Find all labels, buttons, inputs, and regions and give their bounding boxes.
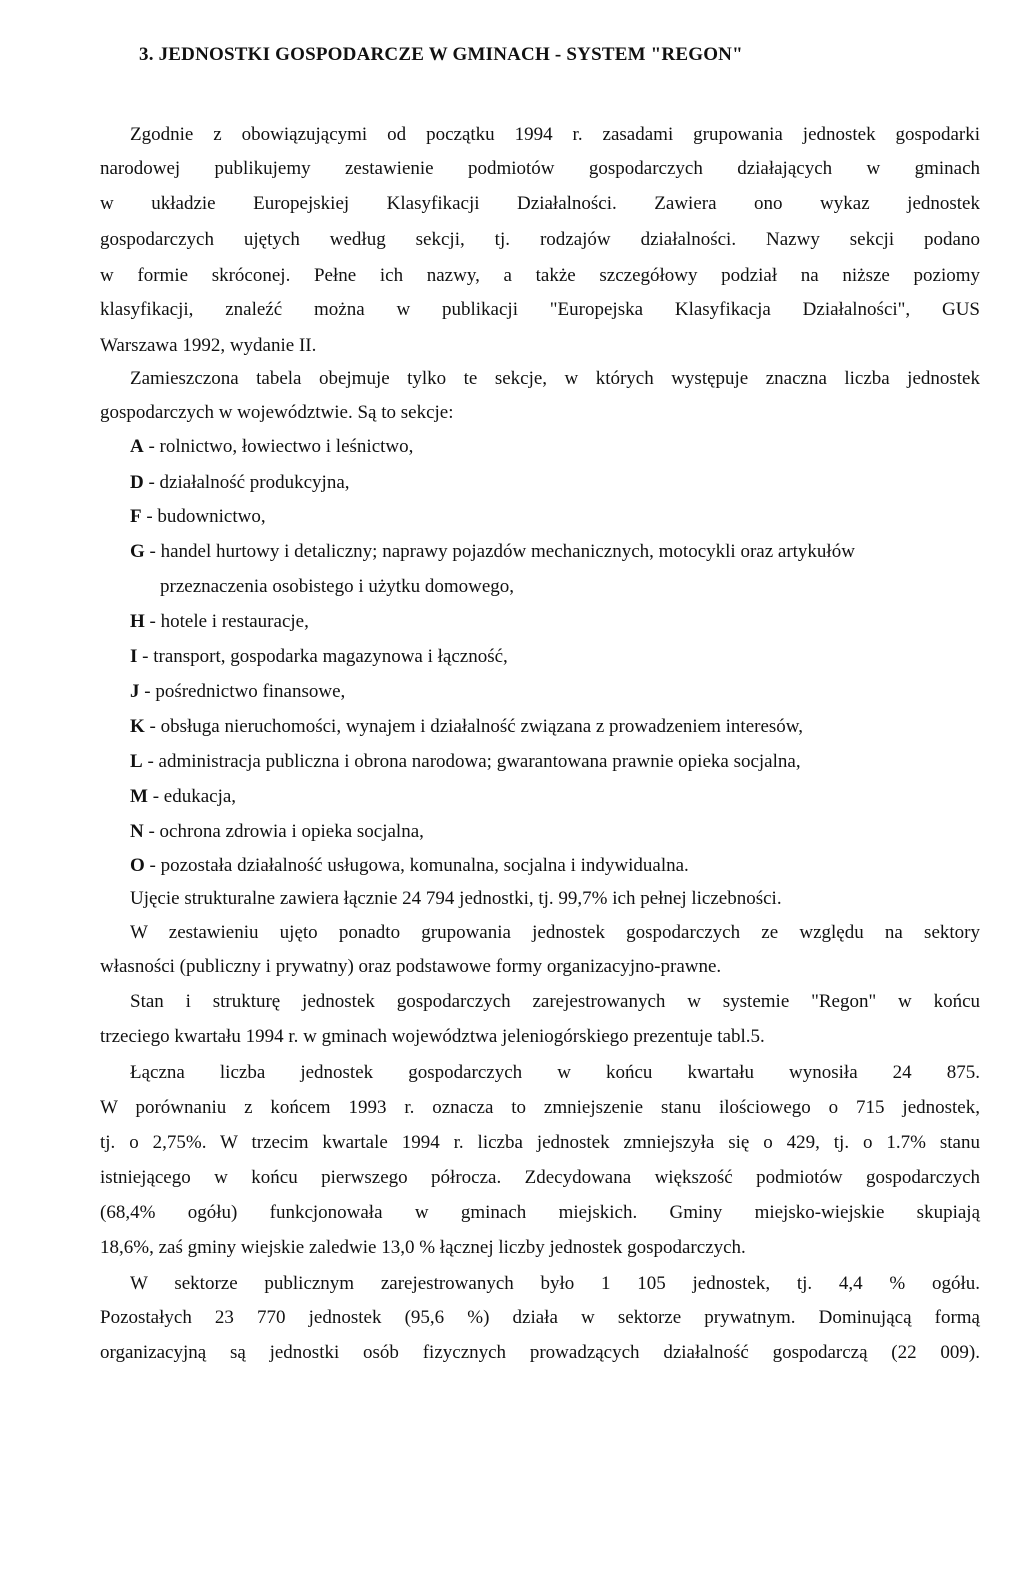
section-text: - pozostała działalność usługowa, komunalna, socjalna i indywidualna. bbox=[144, 855, 689, 876]
section-letter: O bbox=[130, 855, 145, 876]
section-text: - działalność produkcyjna, bbox=[143, 472, 350, 493]
state-line-2: trzeciego kwartału 1994 r. w gminach województwa jeleniogórskiego prezentuje tabl.5. bbox=[100, 1026, 765, 1047]
section-letter: A bbox=[130, 436, 144, 457]
sector-line-1: W sektorze publicznym zarejestrowanych było 1 105 jednostek, tj. 4,4 % ogółu. bbox=[130, 1273, 980, 1294]
section-item-i bbox=[130, 645, 508, 669]
intro-line-5: w formie skróconej. Pełne ich nazwy, a także szczegółowy podział na niższe poziomy bbox=[100, 265, 980, 286]
total-line-6: 18,6%, zaś gminy wiejskie zaledwie 13,0 % łącznej liczby jednostek gospodarczych. bbox=[100, 1237, 746, 1258]
section-item-g bbox=[130, 540, 855, 564]
section-item-l bbox=[130, 750, 801, 774]
total-line-1: Łączna liczba jednostek gospodarczych w końcu kwartału wynosiła 24 875. bbox=[130, 1062, 980, 1083]
section-letter: K bbox=[130, 716, 145, 737]
section-text: - administracja publiczna i obrona narodowa; gwarantowana prawnie opieka socjalna, bbox=[142, 751, 801, 772]
section-text: - handel hurtowy i detaliczny; naprawy pojazdów mechanicznych, motocykli oraz artykułów bbox=[144, 541, 855, 562]
intro-line-4: gospodarczych ujętych według sekcji, tj. rodzajów działalności. Nazwy sekcji podano bbox=[100, 229, 980, 250]
section-item-d bbox=[130, 471, 350, 495]
sector-line-3: organizacyjną są jednostki osób fizycznych prowadzących działalność gospodarczą (22 009). bbox=[100, 1342, 980, 1363]
grouping-line-2: własności (publiczny i prywatny) oraz podstawowe formy organizacyjno-prawne. bbox=[100, 956, 722, 977]
section-item-k bbox=[130, 715, 803, 739]
section-letter: L bbox=[130, 751, 143, 772]
section-letter: N bbox=[130, 821, 144, 842]
intro-line-7: Warszawa 1992, wydanie II. bbox=[100, 335, 317, 356]
total-line-4: istniejącego w końcu pierwszego półrocza. Zdecydowana większość podmiotów gospodarczych bbox=[100, 1167, 980, 1188]
section-text: - ochrona zdrowia i opieka socjalna, bbox=[143, 821, 424, 842]
section-item-m bbox=[130, 785, 236, 809]
intro-line-2: narodowej publikujemy zestawienie podmiotów gospodarczych działających w gminach bbox=[100, 158, 980, 179]
scope-line-2: gospodarczych w województwie. Są to sekcje: bbox=[100, 402, 454, 423]
section-text: przeznaczenia osobistego i użytku domowego, bbox=[160, 576, 515, 597]
total-line-2: W porównaniu z końcem 1993 r. oznacza to zmniejszenie stanu ilościowego o 715 jednostek, bbox=[100, 1097, 980, 1118]
section-heading: 3. JEDNOSTKI GOSPODARCZE W GMINACH - SYSTEM "REGON" bbox=[139, 44, 743, 65]
section-text: - edukacja, bbox=[147, 786, 237, 807]
section-text: - budownictwo, bbox=[141, 506, 266, 527]
section-letter: I bbox=[130, 646, 138, 667]
section-item-h bbox=[130, 610, 309, 634]
section-letter: M bbox=[130, 786, 148, 807]
section-letter: G bbox=[130, 541, 145, 562]
intro-line-6: klasyfikacji, znaleźć można w publikacji "Europejska Klasyfikacja Działalności", GUS bbox=[100, 299, 980, 320]
total-line-3: tj. o 2,75%. W trzecim kwartale 1994 r. liczba jednostek zmniejszyła się o 429, tj. o 1.7% stanu bbox=[100, 1132, 980, 1153]
sector-line-2: Pozostałych 23 770 jednostek (95,6 %) działa w sektorze prywatnym. Dominującą formą bbox=[100, 1307, 980, 1328]
section-letter: F bbox=[130, 506, 142, 527]
section-text: - rolnictwo, łowiectwo i leśnictwo, bbox=[143, 436, 414, 457]
section-item-g-continued bbox=[160, 575, 514, 599]
section-item-o bbox=[130, 854, 689, 878]
intro-line-3: w układzie Europejskiej Klasyfikacji Działalności. Zawiera ono wykaz jednostek bbox=[100, 193, 980, 214]
scope-line-1: Zamieszczona tabela obejmuje tylko te sekcje, w których występuje znaczna liczba jednostek bbox=[130, 368, 980, 389]
section-text: - transport, gospodarka magazynowa i łączność, bbox=[137, 646, 508, 667]
coverage-line: Ujęcie strukturalne zawiera łącznie 24 794 jednostki, tj. 99,7% ich pełnej liczebności. bbox=[130, 888, 782, 909]
section-item-a bbox=[130, 435, 413, 459]
section-item-n bbox=[130, 820, 424, 844]
section-letter: J bbox=[130, 681, 140, 702]
section-item-f bbox=[130, 505, 266, 529]
section-letter: D bbox=[130, 472, 144, 493]
section-text: - pośrednictwo finansowe, bbox=[139, 681, 346, 702]
state-line-1: Stan i strukturę jednostek gospodarczych zarejestrowanych w systemie "Regon" w końcu bbox=[130, 991, 980, 1012]
intro-line-1: Zgodnie z obowiązującymi od początku 1994 r. zasadami grupowania jednostek gospodarki bbox=[130, 124, 980, 145]
total-line-5: (68,4% ogółu) funkcjonowała w gminach miejskich. Gminy miejsko-wiejskie skupiają bbox=[100, 1202, 980, 1223]
section-text: - hotele i restauracje, bbox=[144, 611, 309, 632]
grouping-line-1: W zestawieniu ujęto ponadto grupowania jednostek gospodarczych ze względu na sektory bbox=[130, 922, 980, 943]
section-item-j bbox=[130, 680, 345, 704]
section-letter: H bbox=[130, 611, 145, 632]
section-text: - obsługa nieruchomości, wynajem i działalność związana z prowadzeniem interesów, bbox=[144, 716, 804, 737]
